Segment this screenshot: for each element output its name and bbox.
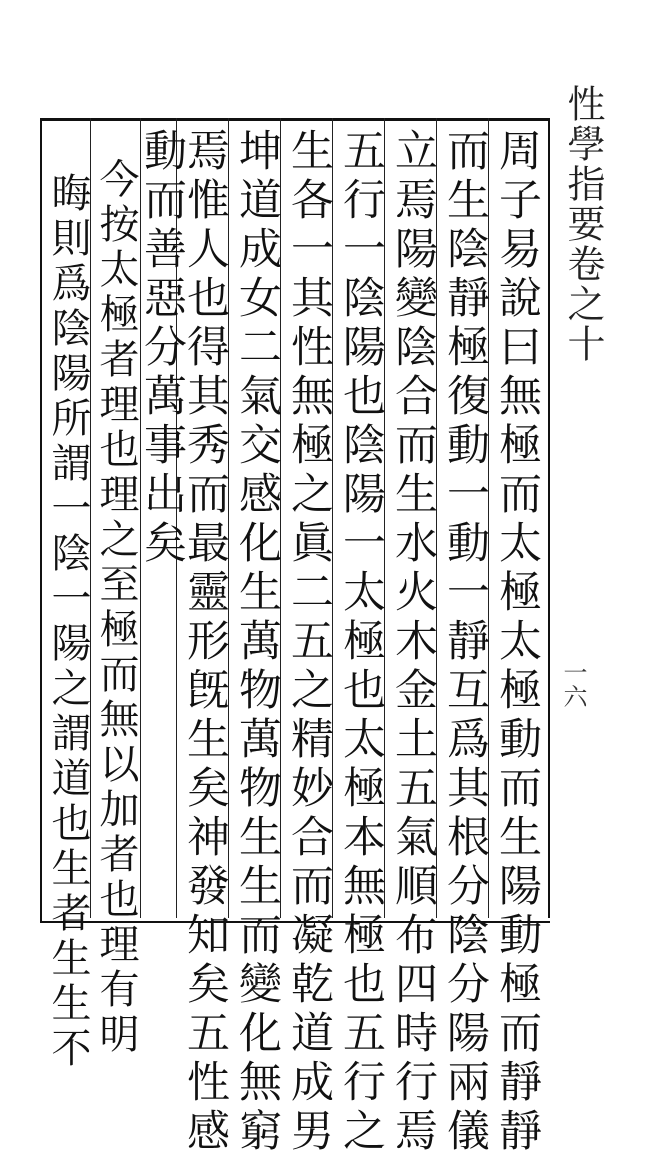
text-column-5: 生各一其性無極之眞二五之精妙合而凝乾道成男	[284, 128, 334, 1157]
text-column-3: 立焉陽變陰合而生水火木金土五氣順布四時行焉	[388, 128, 438, 1157]
page-border-right	[548, 118, 550, 918]
page-number: 一六	[559, 660, 587, 708]
commentary-column-2: 晦則爲陰陽所謂一陰一陽之謂道也生者生生不	[45, 172, 91, 1072]
text-column-8: 動而善惡分萬事出矣	[137, 128, 187, 569]
text-column-4: 五行一陰陽也陰陽一太極也太極本無極也五行之	[336, 128, 386, 1157]
text-column-2: 而生陰靜極復動一動一靜互爲其根分陰分陽兩儀	[440, 128, 490, 1157]
text-column-6: 坤道成女二氣交感化生萬物萬物生生而變化無窮	[232, 128, 282, 1157]
running-title: 性學指要卷之十	[561, 84, 605, 364]
text-column-1: 周子易說曰無極而太極太極動而生陽動極而靜靜	[492, 128, 542, 1157]
commentary-column-1: 今按太極者理也理之至極而無以加者也理有明	[93, 158, 139, 1058]
text-column-7: 焉惟人也得其秀而最靈形旣生矣神發知矣五性感	[180, 128, 230, 1157]
